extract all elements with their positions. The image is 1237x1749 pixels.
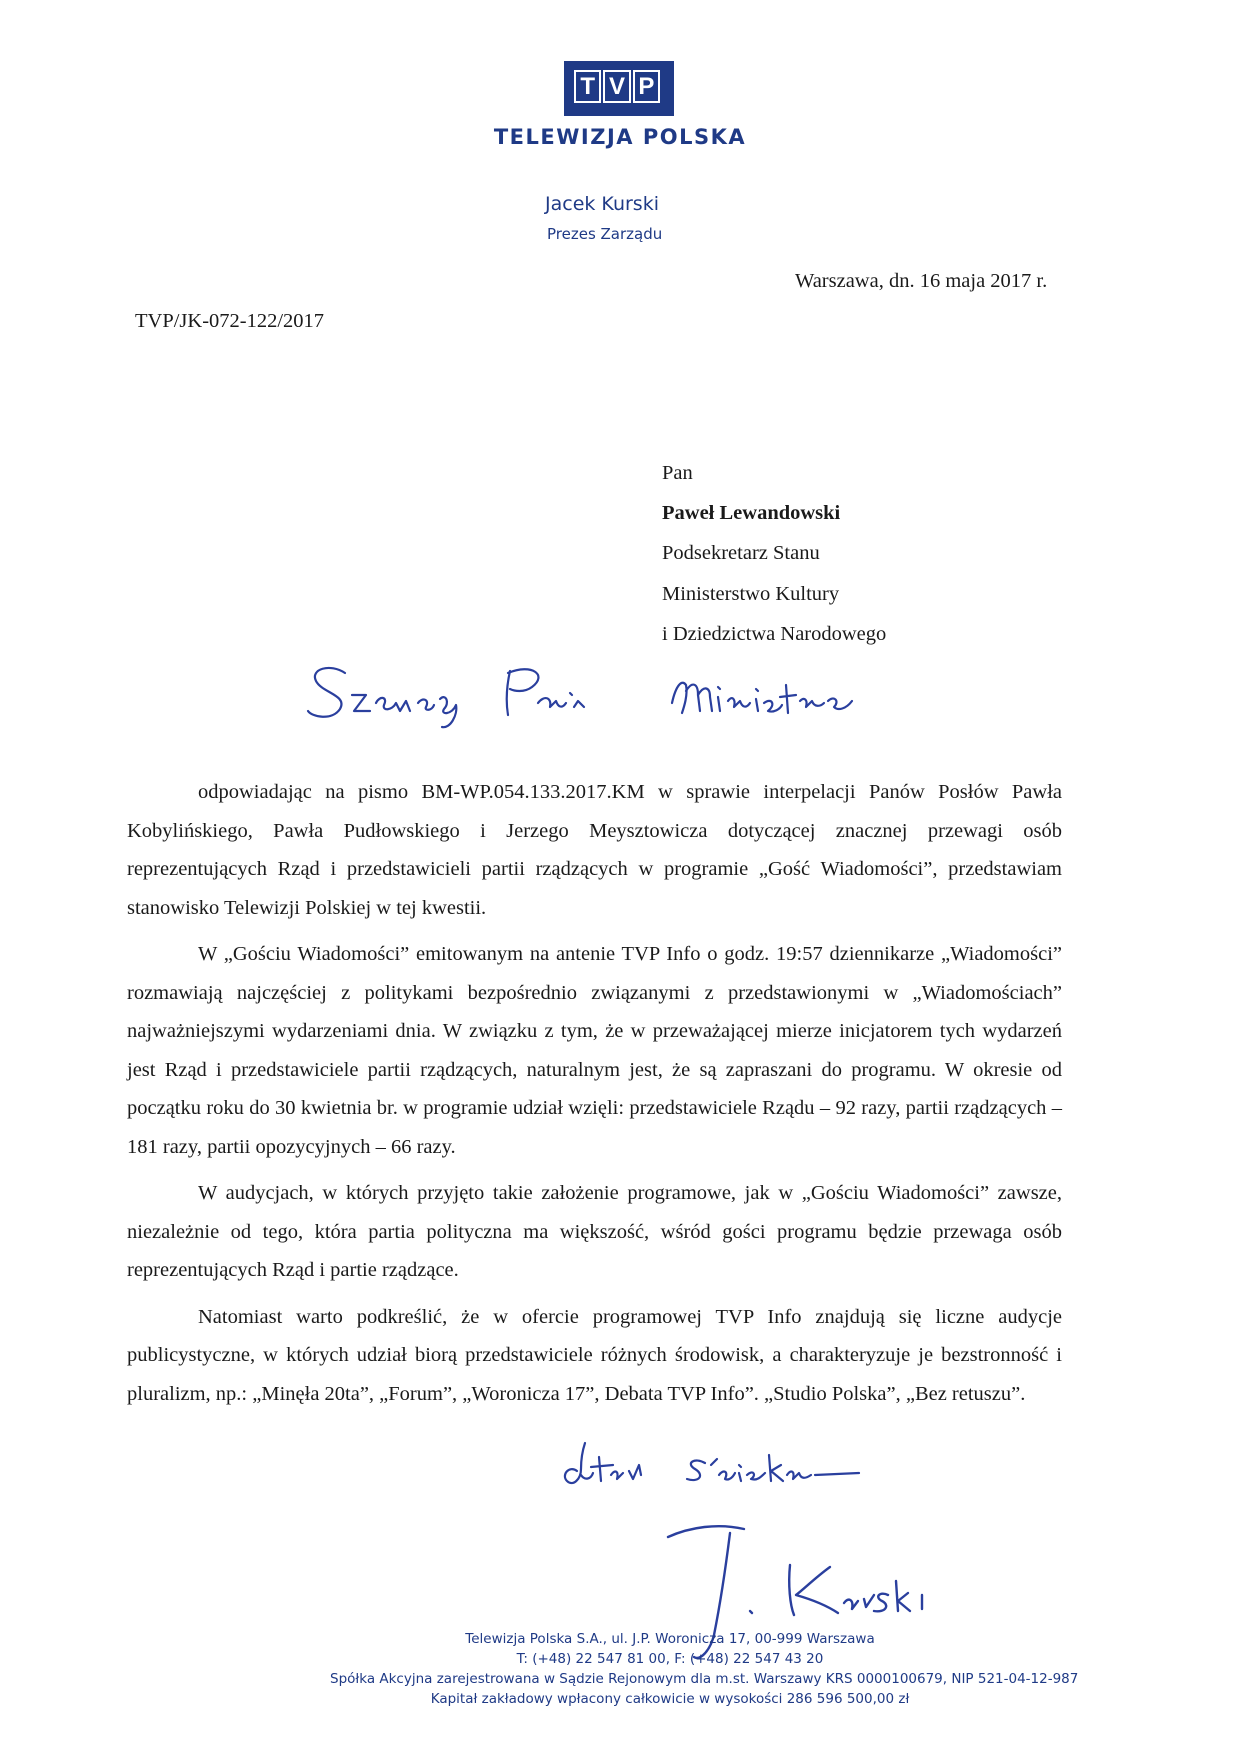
letter-footer xyxy=(330,1629,1079,1709)
letter-body xyxy=(127,773,1062,1421)
body-paragraph-4: Natomiast warto podkreślić, że w ofercie programowej TVP Info znajdują się liczne audycje publicystyczne, w których udział biorą przedstawiciele różnych środowisk, a charakteryzuje je bezstronność i pluralizm, np.: „Minęła 20ta”, „Forum”, „Woronicza 17”, Debata TVP Info”. „Studio Polska”, „Bez retuszu”. xyxy=(127,1305,1062,1405)
company-name: TELEWIZJA POLSKA xyxy=(493,125,747,149)
body-paragraph-2: W „Gościu Wiadomości” emitowanym na antenie TVP Info o godz. 19:57 dziennikarze „Wiadomości” rozmawiają najczęściej z politykami bezpośrednio związanymi z przedstawionymi w „Wiadomościach” najważniejszymi wydarzeniami dnia. W związku z tym, że w przeważającej mierze inicjatorem tych wydarzeń jest Rząd i przedstawiciele partii rządzących, naturalnym jest, że są zapraszani do programu. W okresie od początku roku do 30 kwietnia br. w programie udział wzięli: przedstawiciele Rządu – 92 razy, partii rządzących – 181 razy, partii opozycyjnych – 66 razy. xyxy=(127,943,1062,1158)
president-name: Jacek Kurski xyxy=(545,193,659,215)
body-paragraph-1: odpowiadając na pismo BM-WP.054.133.2017.KM w sprawie interpelacji Panów Posłów Pawła Kobylińskiego, Pawła Pudłowskiego i Jerzego Meysztowicza dotyczącej znacznej przewagi osób reprezentujących Rząd i przedstawicieli partii rządzących w programie „Gość Wiadomości”, przedstawiam stanowisko Telewizji Polskiej w tej kwestii. xyxy=(127,781,1062,919)
handwritten-salutation xyxy=(300,655,890,730)
body-paragraph-3: W audycjach, w których przyjęto takie założenie programowe, jak w „Gościu Wiadomości” zawsze, niezależnie od tego, która partia polityczna ma większość, wśród gości programu będzie przewaga osób reprezentujących Rząd i partie rządzące. xyxy=(127,1182,1062,1281)
president-role: Prezes Zarządu xyxy=(547,225,663,243)
footer-registration: Spółka Akcyjna zarejestrowana w Sądzie Rejonowym dla m.st. Warszawy KRS 0000100679, NIP 521-04-12-987 xyxy=(330,1671,1079,1687)
addressee-name: Paweł Lewandowski xyxy=(662,502,841,524)
addressee-salutation: Pan xyxy=(662,462,693,484)
footer-capital: Kapitał zakładowy wpłacony całkowicie w wysokości 286 596 500,00 zł xyxy=(430,1691,910,1707)
tvp-logo xyxy=(564,61,674,116)
footer-address: Telewizja Polska S.A., ul. J.P. Woronicza 17, 00-999 Warszawa xyxy=(465,1631,875,1647)
logo-letter-t: T xyxy=(574,70,601,103)
place-date: Warszawa, dn. 16 maja 2017 r. xyxy=(795,270,1048,292)
addressee-institution-1: Ministerstwo Kultury xyxy=(662,583,840,605)
addressee-institution-2: i Dziedzictwa Narodowego xyxy=(662,623,887,645)
footer-phone: T: (+48) 22 547 81 00, F: (+48) 22 547 43 20 xyxy=(516,1651,824,1667)
logo-letter-v: V xyxy=(603,70,630,103)
handwritten-closing xyxy=(555,1435,915,1495)
logo-letter-p: P xyxy=(633,70,660,103)
addressee-title: Podsekretarz Stanu xyxy=(662,542,820,564)
reference-number: TVP/JK-072-122/2017 xyxy=(135,310,325,332)
